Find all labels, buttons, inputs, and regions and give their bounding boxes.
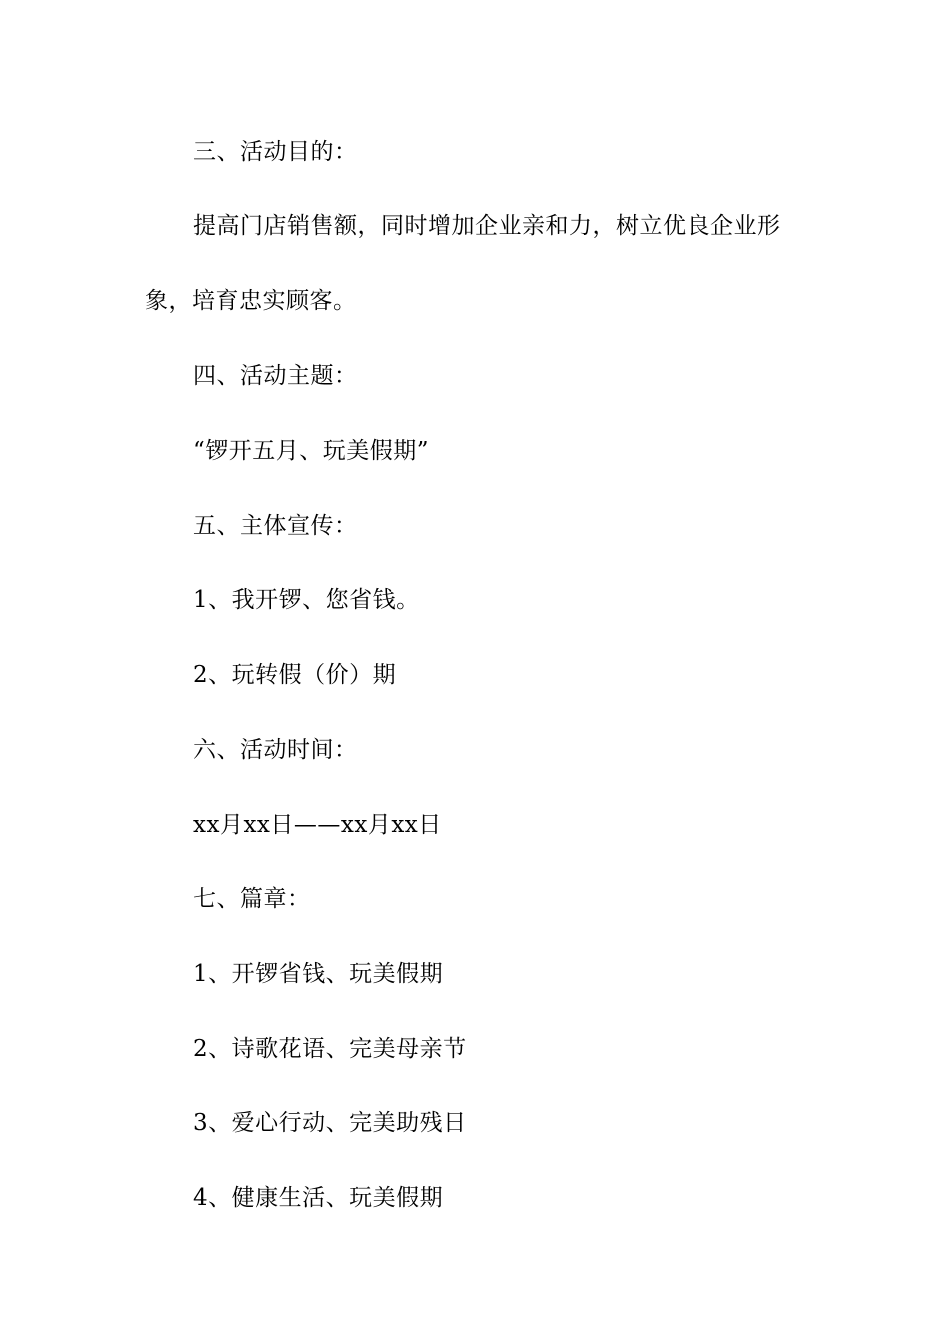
section-heading-time: 六、活动时间： (193, 737, 358, 763)
list-item: 1、我开锣、您省钱。 (193, 587, 420, 613)
list-item: 1、开锣省钱、玩美假期 (193, 961, 444, 987)
paragraph-purpose-line-2: 象，培育忠实顾客。 (145, 288, 357, 314)
list-item: 2、玩转假（价）期 (193, 662, 397, 688)
section-heading-theme: 四、活动主题： (193, 363, 358, 389)
section-heading-purpose: 三、活动目的： (193, 139, 358, 165)
list-item: 3、爱心行动、完美助残日 (193, 1110, 467, 1136)
section-heading-chapters: 七、篇章： (193, 886, 311, 912)
section-heading-promotion: 五、主体宣传： (193, 513, 358, 539)
paragraph-purpose-line-1: 提高门店销售额，同时增加企业亲和力，树立优良企业形 (193, 213, 781, 239)
list-item: 4、健康生活、玩美假期 (193, 1185, 444, 1211)
list-item: 2、诗歌花语、完美母亲节 (193, 1036, 467, 1062)
theme-text: “锣开五月、玩美假期” (193, 438, 430, 464)
event-date-range: xx月xx日——xx月xx日 (193, 812, 442, 838)
